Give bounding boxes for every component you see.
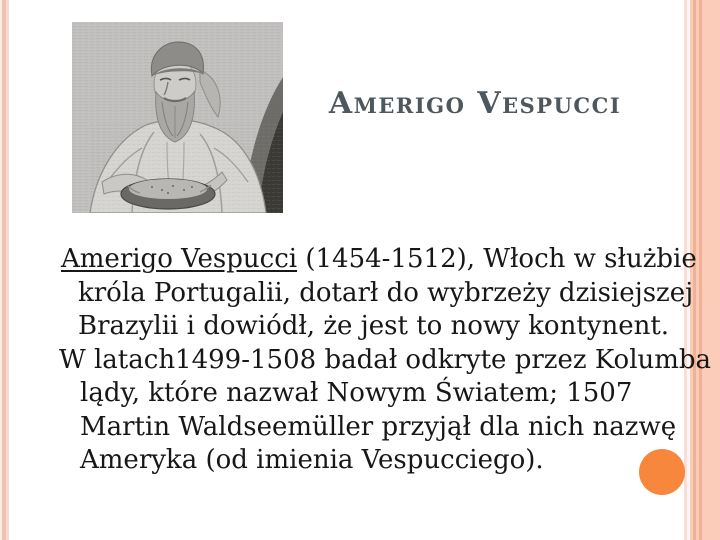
slide-body-text	[0, 243, 720, 478]
paragraph1-line3: Brazylii i dowiódł, że jest to nowy kontynent.	[78, 311, 670, 341]
slide-title: Amerigo Vespucci	[328, 86, 622, 122]
paragraph2-line3: Martin Waldseemüller przyjął dla nich nazwę	[80, 411, 677, 442]
underlined-name: Amerigo Vespucci	[61, 244, 298, 274]
paragraph2-line1: W latach1499-1508 badał odkryte przez Kolumba	[59, 344, 712, 375]
paragraph2-line4: Ameryka (od imienia Vespucciego).	[80, 445, 544, 475]
vespucci-portrait-image	[72, 22, 283, 213]
vespucci-engraving-graphic	[72, 22, 283, 213]
paragraph1-line2: króla Portugalii, dotarł do wybrzeży dzisiejszej	[78, 277, 694, 308]
paragraph1-line1	[61, 243, 720, 277]
paragraph2-line2: lądy, które nazwał Nowym Światem; 1507	[80, 378, 633, 408]
paragraph1-line1-rest: (1454-1512), Włoch w służbie	[297, 244, 697, 274]
orange-accent-circle	[639, 449, 685, 495]
